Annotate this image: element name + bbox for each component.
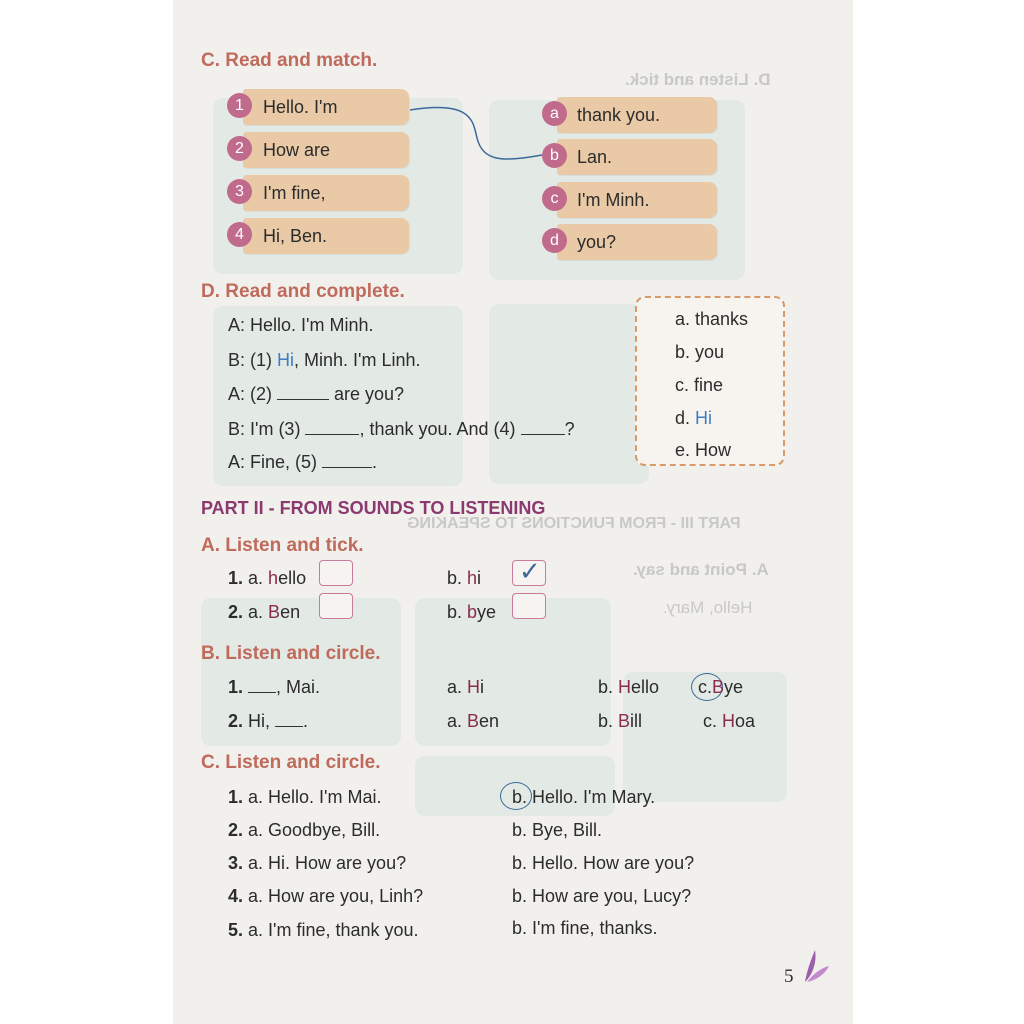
section-heading-listen-tick: A. Listen and tick. [201, 535, 364, 556]
filled-answer: Hi [277, 350, 295, 370]
circle-option[interactable]: c. Hoa [703, 711, 756, 731]
match-letter-badge: a [542, 101, 567, 126]
match-number-badge: 1 [227, 93, 252, 118]
answer-blank[interactable] [521, 421, 565, 435]
match-number-badge: 4 [227, 222, 252, 247]
sentence-option-b[interactable]: b. I'm fine, thanks. [512, 918, 658, 938]
circle-item-prompt: 2. Hi, . [228, 711, 309, 731]
word-bank-option: c. fine [675, 375, 724, 395]
tick-item-number: 1. a. hello [228, 568, 307, 588]
match-left-pill: Hello. I'm [243, 89, 409, 125]
answer-blank[interactable] [305, 421, 359, 435]
answer-blank[interactable] [322, 454, 372, 468]
section-heading-listen-circle-b: B. Listen and circle. [201, 643, 381, 664]
tick-box[interactable] [319, 593, 353, 619]
section-heading-listen-circle-c: C. Listen and circle. [201, 752, 381, 773]
match-left-pill: Hi, Ben. [243, 218, 409, 254]
background-illustration [415, 598, 611, 746]
word-bank-option: e. How [675, 440, 732, 460]
sentence-option-b[interactable]: b. Hello. How are you? [512, 853, 695, 873]
bleed-through-text: PART III - FROM FUNCTIONS TO SPEAKING [407, 515, 741, 532]
match-letter-badge: d [542, 228, 567, 253]
circle-option[interactable]: b. Hello [598, 677, 660, 697]
circle-option[interactable]: a. Hi [447, 677, 485, 697]
page-number: 5 [784, 966, 794, 987]
word-bank-option: d. Hi [675, 408, 713, 428]
match-number-badge: 2 [227, 136, 252, 161]
tick-option: b. hi [447, 568, 482, 588]
sentence-option-a[interactable]: 5. a. I'm fine, thank you. [228, 920, 419, 940]
match-right-pill: thank you. [557, 97, 717, 133]
sentence-option-a[interactable]: 2. a. Goodbye, Bill. [228, 820, 381, 840]
match-right-pill: Lan. [557, 139, 717, 175]
background-illustration [489, 304, 649, 484]
word-bank-option: a. thanks [675, 309, 749, 329]
tick-option: b. bye [447, 602, 497, 622]
answer-blank[interactable] [277, 386, 329, 400]
bleed-through-text: Hello, Mary. [663, 598, 753, 617]
dialogue-line: A: Hello. I'm Minh. [228, 315, 374, 335]
word-bank-option: b. you [675, 342, 725, 362]
sentence-option-a[interactable]: 3. a. Hi. How are you? [228, 853, 407, 873]
match-connector-line [173, 0, 853, 300]
circle-option[interactable]: a. Ben [447, 711, 500, 731]
section-heading-read-match: C. Read and match. [201, 50, 378, 71]
leaf-logo-icon [801, 946, 831, 986]
section-heading-read-complete: D. Read and complete. [201, 281, 405, 302]
dialogue-line: A: Fine, (5) . [228, 452, 378, 472]
dialogue-line: A: (2) are you? [228, 384, 405, 404]
circle-option-selected[interactable]: c.Bye [698, 677, 744, 697]
tick-box[interactable] [319, 560, 353, 586]
sentence-option-a[interactable]: 4. a. How are you, Linh? [228, 886, 424, 906]
tick-box[interactable] [512, 593, 546, 619]
match-number-badge: 3 [227, 179, 252, 204]
circle-item-prompt: 1. , Mai. [228, 677, 321, 697]
dialogue-line: B: I'm (3) , thank you. And (4) ? [228, 419, 575, 439]
match-letter-badge: c [542, 186, 567, 211]
check-mark-icon: ✓ [519, 556, 541, 586]
sentence-option-b[interactable]: b. Bye, Bill. [512, 820, 603, 840]
workbook-page [173, 0, 853, 1024]
bleed-through-text: D. Listen and tick. [625, 70, 771, 89]
sentence-option-a[interactable]: 1. a. Hello. I'm Mai. [228, 787, 382, 807]
part-heading: PART II - FROM SOUNDS TO LISTENING [201, 498, 546, 518]
match-letter-badge: b [542, 143, 567, 168]
bleed-through-text: A. Point and say. [633, 560, 769, 579]
tick-item-number: 2. a. Ben [228, 602, 301, 622]
dialogue-line: B: (1) Hi, Minh. I'm Linh. [228, 350, 421, 370]
match-right-pill: I'm Minh. [557, 182, 717, 218]
match-right-pill: you? [557, 224, 717, 260]
circle-option[interactable]: b. Bill [598, 711, 643, 731]
match-left-pill: I'm fine, [243, 175, 409, 211]
match-left-pill: How are [243, 132, 409, 168]
sentence-option-b-selected[interactable]: b. Hello. I'm Mary. [512, 787, 656, 807]
sentence-option-b[interactable]: b. How are you, Lucy? [512, 886, 692, 906]
